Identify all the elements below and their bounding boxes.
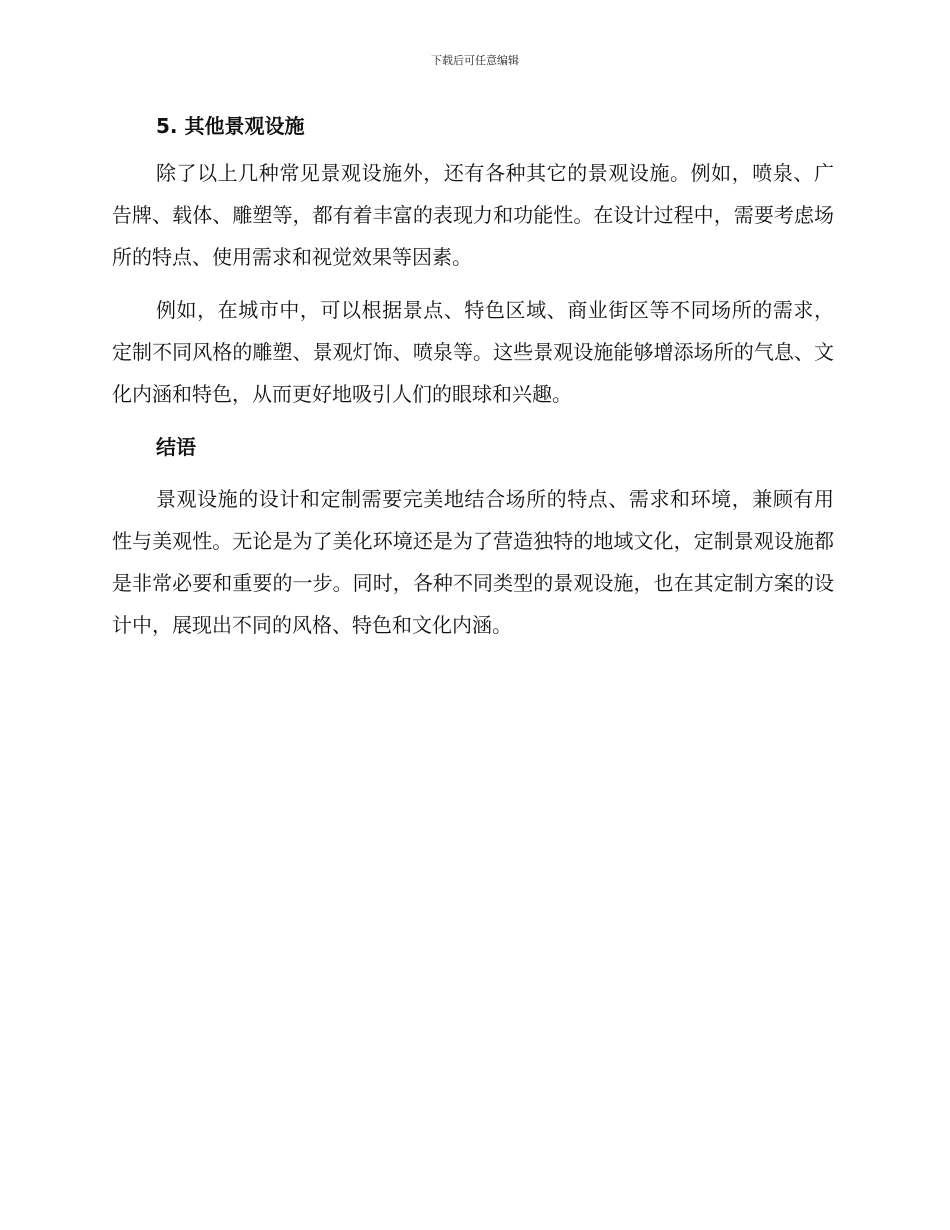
page-header-note: 下载后可任意编辑 bbox=[431, 54, 519, 67]
paragraph-conclusion: 景观设施的设计和定制需要完美地结合场所的特点、需求和环境，兼顾有用性与美观性。无论是为了美化环境还是为了营造独特的地域文化，定制景观设施都是非常必要和重要的一步。同时，各种不同类型的景观设施，也在其定制方案的设计中，展现出不同的风格、特色和文化内涵。 bbox=[112, 487, 834, 637]
paragraph-other-facilities-intro: 除了以上几种常见景观设施外，还有各种其它的景观设施。例如，喷泉、广告牌、载体、雕塑等，都有着丰富的表现力和功能性。在设计过程中，需要考虑场所的特点、使用需求和视觉效果等因素。 bbox=[112, 161, 834, 269]
document-body bbox=[112, 110, 834, 646]
paragraph-other-facilities-example: 例如，在城市中，可以根据景点、特色区域、商业街区等不同场所的需求，定制不同风格的雕塑、景观灯饰、喷泉等。这些景观设施能够增添场所的气息、文化内涵和特色，从而更好地吸引人们的眼球和兴趣。 bbox=[112, 298, 834, 406]
section-heading-conclusion: 结语 bbox=[156, 435, 196, 459]
section-heading-other-facilities: 5. 其他景观设施 bbox=[156, 114, 305, 138]
